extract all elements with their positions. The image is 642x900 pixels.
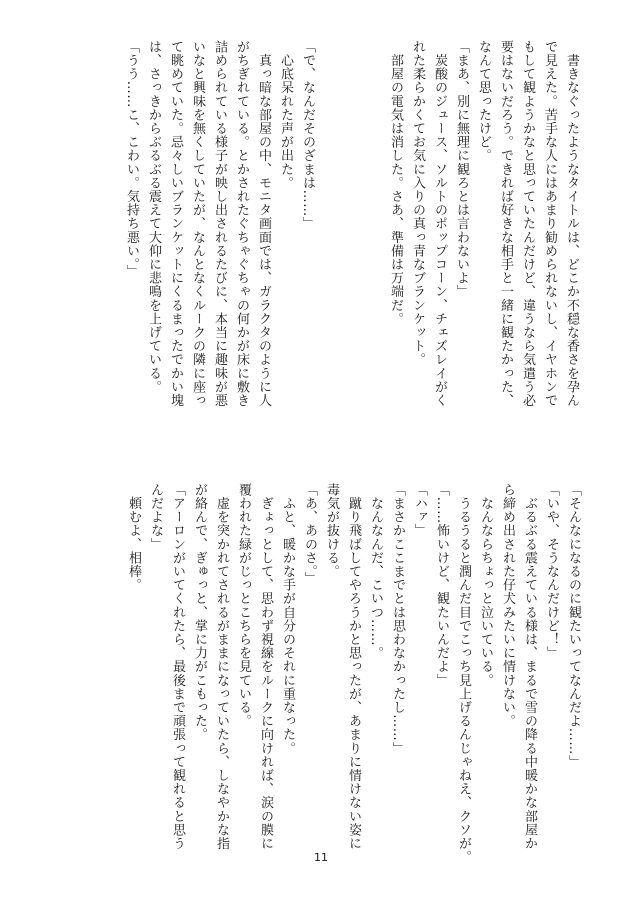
story-text-bottom: 「そんなになるのに観たいってなんだよ……」 「いや、そうなんだけど！」 ぶるぶる震えている様は、まるで雪の降る中暖かな部屋か ら締め出された仔犬みたいに情けない。 なんならちょっと泣いている。 うるうると潤んだ目でこっち見上げるんじゃねえ、クソが。 「……怖いけど、観たいんだよ」 「ハァ」 「まさかここまでとは思わなかったし……」 なんなんだ、こいつ……。 蹴り飛ばしてやろうかと思ったが、あまりに情けない姿に 毒気が抜ける。 「あ、あのさ。」 ふと、暖かな手が自分のそれに重なった。 ぎょっとして、思わず視線をルークに向ければ、涙の膜に 覆われた緑がじっとこちらを見ている。 虚を突かれてされるがままになっていたら、しなやかな指 が絡んで、ぎゅっと、掌に力がこもった。 「アーロンがいてくれたら、最後まで頑張って観れると思う んだよな」 頼むよ、相棒。	[126, 483, 581, 864]
page-number: 11	[314, 851, 328, 864]
story-text-top: 書きなぐったようなタイトルは、どこか不穏な香さを孕ん で見えた。苦手な人にはあまり勧められないし、イヤホンで もして観ようかなと思っていたんだけど、違うなら気遣う必 要はないだろう。できれば好きな相手と一緒に観たかった、 なんて思ったけど。 「まあ、別に無理に観ろとは言わないよ」 炭酸のジュース、ソルトのポップコーン、チェズレイがく れた柔らかくてお気に入りの真っ青なブランケット。 部屋の電気は消した。さあ、準備は万端だ。 「で、なんだそのざまは……」 心底呆れた声が出た。 真っ暗な部屋の中、モニタ画面では、ガラクタのように人 がちぎれている。とかされたぐちゃぐちゃの何かが床に敷き 詰められている様子が映し出されるたびに、本当に趣味が悪 いなと興味を無くしていたが、なんとなくルークの隣に座っ て眺めていた。忌々しいブランケットにくるまったでかい塊 は、さっきからぶるぶる震えて大仰に悲鳴を上げている。 「うう……こ、こわい。気持ち悪い。」	[124, 40, 579, 408]
